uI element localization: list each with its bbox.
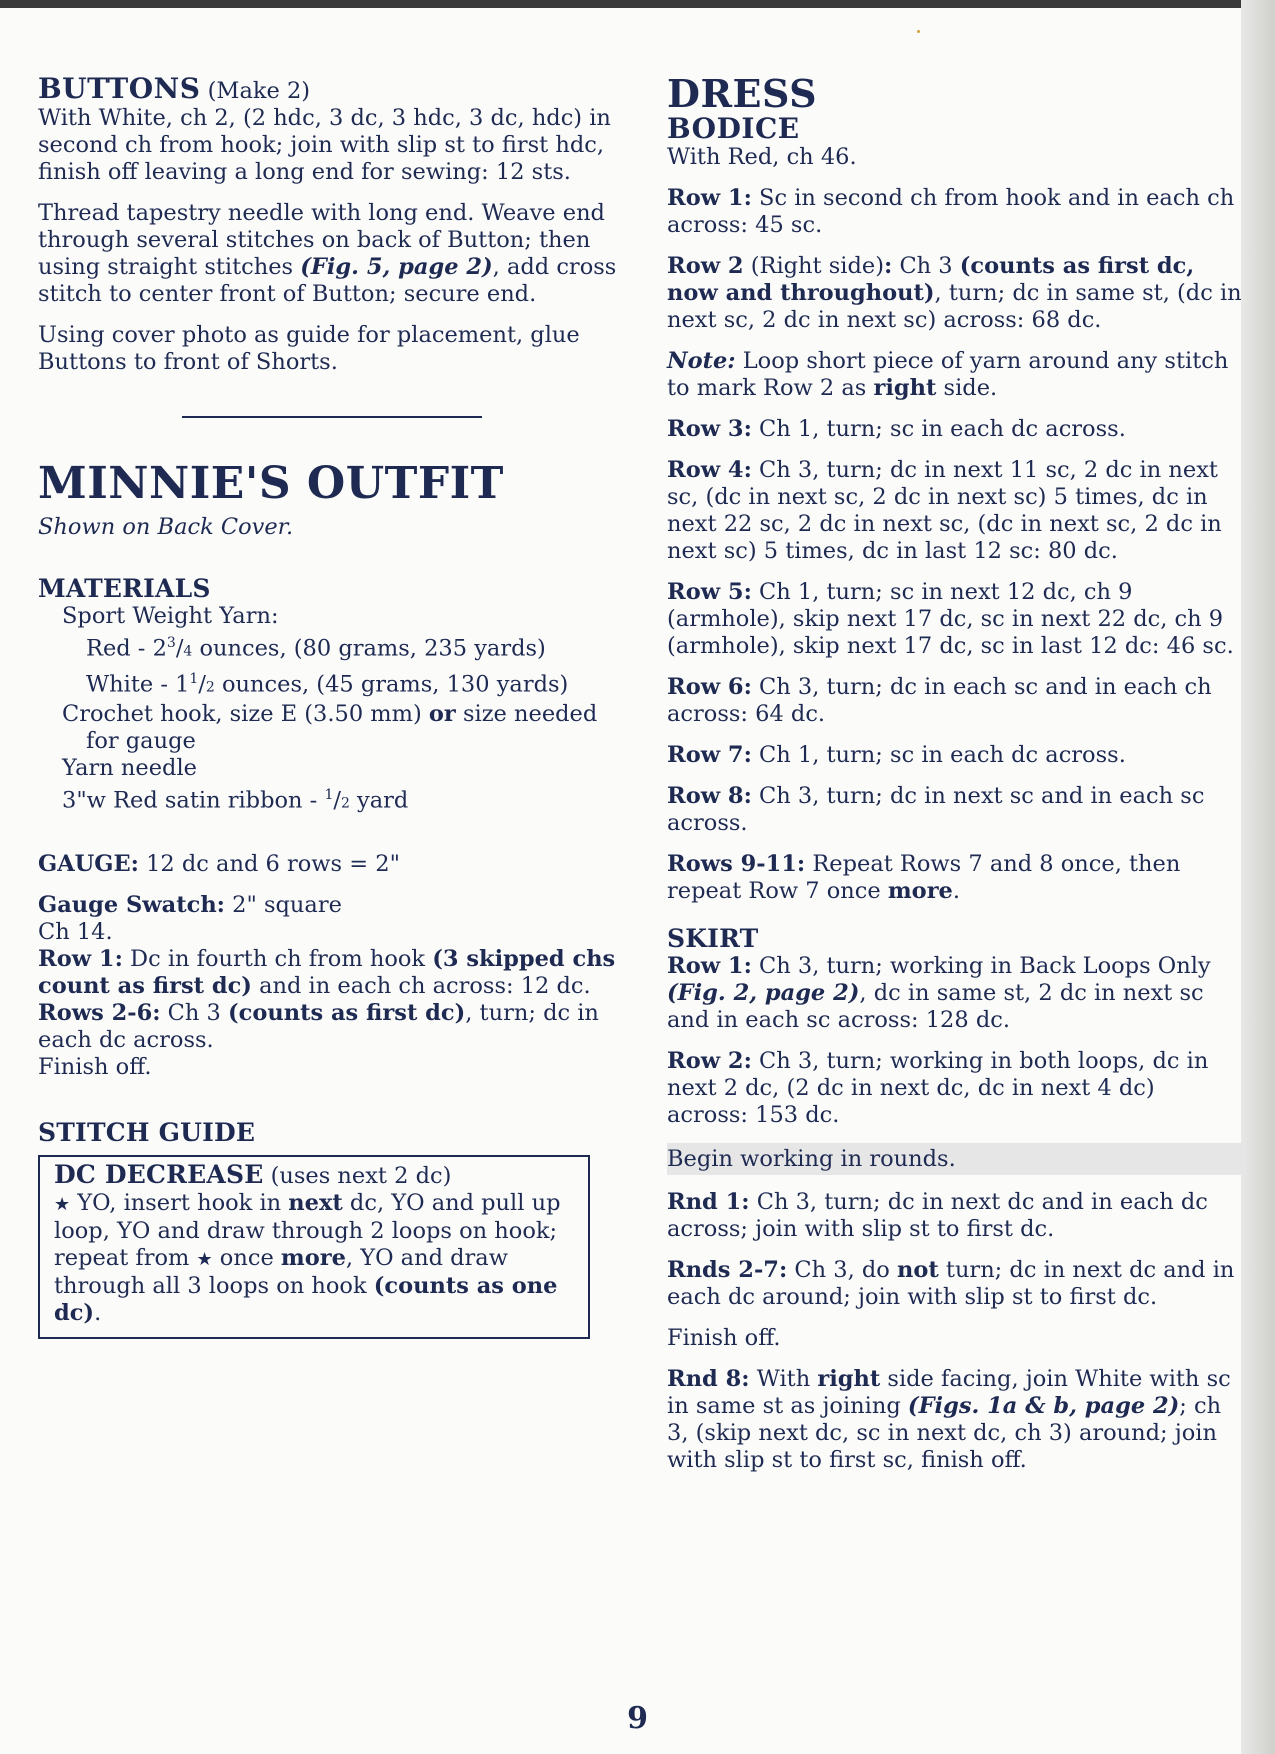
row3-label: Row 3: <box>667 416 752 442</box>
gauge-row1-text-end: and in each ch across: 12 dc. <box>251 972 591 999</box>
ink-speck <box>917 30 920 33</box>
materials-red <box>38 630 618 666</box>
rnd1-text: Ch 3, turn; dc in next dc and in each dc across; join with slip st to first dc. <box>667 1189 1208 1242</box>
rnd8-label: Rnd 8: <box>667 1366 750 1392</box>
stitch-guide-box <box>38 1155 590 1339</box>
left-column <box>38 74 618 1339</box>
ribbon-amount: yard <box>349 787 409 814</box>
buttons-note: (Make 2) <box>207 78 311 104</box>
red-frac-den: 4 <box>183 643 193 660</box>
gauge-finish: Finish off. <box>38 1053 152 1080</box>
row2-bold: (counts as first dc, now and throughout) <box>667 253 1195 306</box>
materials-needle: Yarn needle <box>62 755 197 781</box>
skirt-rnds-2-7 <box>667 1257 1242 1311</box>
row7-text: Ch 1, turn; sc in each dc across. <box>751 742 1126 768</box>
gauge-rows26-text-end: , turn; dc in each dc across. <box>38 999 599 1053</box>
row1-text: Sc in second ch from hook and in each ch across: 45 sc. <box>667 185 1235 238</box>
white-frac-slash: / <box>198 671 206 697</box>
gauge-row1-text: Dc in fourth ch from hook <box>122 945 433 972</box>
gauge-rows26-text: Ch 3 <box>160 999 229 1026</box>
row6-text: Ch 3, turn; dc in each sc and in each ch across: 64 dc. <box>667 674 1212 727</box>
note-bold: right <box>873 375 937 401</box>
rnd8-right: right <box>817 1366 881 1392</box>
rnd8-text-mid: side facing, join White with sc in same st as joining <box>667 1366 1231 1419</box>
skirt-row2-text: Ch 3, turn; working in both loops, dc in next 2 dc, (2 dc in next dc, dc in next 4 dc) across: 153 dc. <box>667 1048 1209 1128</box>
rnd8-text: With <box>749 1366 818 1392</box>
dc-decrease-title-line <box>54 1161 576 1190</box>
star-icon: ★ <box>196 1248 213 1270</box>
swatch-label: Gauge Swatch: <box>38 891 225 918</box>
buttons-heading: BUTTONS <box>38 72 201 105</box>
hook-text: Crochet hook, size E (3.50 mm) <box>62 701 429 727</box>
gauge-text: 12 dc and 6 rows = 2" <box>138 850 400 877</box>
red-frac-num: 3 <box>166 635 176 651</box>
buttons-paragraph-1: With White, ch 2, (2 hdc, 3 dc, 3 hdc, 3 dc, hdc) in second ch from hook; join with slip st to first hdc, finish off leaving a long end for sewing: 12 sts. <box>38 105 611 185</box>
buttons-p2-text: Thread tapestry needle with long end. Weave end through several stitches on back of Button; then using straight stitches <box>38 200 605 280</box>
skirt-row-2 <box>667 1048 1242 1129</box>
dc-decrease-title: DC DECREASE <box>54 1159 264 1189</box>
row2-colon: : <box>883 253 893 279</box>
dc-text-1: YO, insert hook in <box>70 1189 289 1216</box>
row2-side: (Right side) <box>743 253 884 279</box>
rows911-text: Repeat Rows 7 and 8 once, then repeat Row 7 once <box>667 851 1181 904</box>
bodice-row-7 <box>667 742 1242 769</box>
rounds-note: Begin working in rounds. <box>667 1143 1246 1175</box>
materials-heading: MATERIALS <box>38 574 211 603</box>
bodice-note <box>667 348 1242 402</box>
buttons-p2-text-end: , add cross stitch to center front of Button; secure end. <box>38 254 617 307</box>
note-label: Note: <box>667 348 736 374</box>
skirt-finish: Finish off. <box>667 1325 781 1351</box>
bodice-row-2 <box>667 253 1242 334</box>
dc-text-3: once <box>212 1244 281 1271</box>
rnd1-label: Rnd 1: <box>667 1189 750 1215</box>
skirt-rnd-8 <box>667 1366 1242 1474</box>
bodice-start: With Red, ch 46. <box>667 144 857 170</box>
row2-text-end: , turn; dc in same st, (dc in next sc, 2 dc in next sc) across: 68 dc. <box>667 280 1242 333</box>
rows911-text-end: . <box>952 878 961 904</box>
gauge-label: GAUGE: <box>38 850 139 877</box>
page-edge-shadow <box>1241 0 1275 1754</box>
materials-white <box>38 666 618 702</box>
buttons-heading-line <box>38 74 618 105</box>
rnd8-text-end: ; ch 3, (skip next dc, sc in next dc, ch 3) around; join with slip st to first sc, finish off. <box>667 1393 1222 1473</box>
bodice-row-8 <box>667 783 1242 837</box>
bodice-rows-9-11 <box>667 851 1242 905</box>
white-label: White - 1 <box>86 671 190 697</box>
buttons-paragraph-3: Using cover photo as guide for placement, glue Buttons to front of Shorts. <box>38 322 580 375</box>
bodice-heading: BODICE <box>667 112 800 145</box>
materials-hook <box>38 701 618 728</box>
hook-or: or <box>428 701 456 727</box>
row5-text: Ch 1, turn; sc in next 12 dc, ch 9 (armhole), skip next 17 dc, sc in next 22 dc, ch 9 (armhole), skip next 17 dc, sc in last 12 dc: 46 sc. <box>667 579 1234 659</box>
note-text-end: side. <box>936 375 998 401</box>
red-frac-slash: / <box>175 635 184 662</box>
skirt-rnd-1 <box>667 1189 1242 1243</box>
gauge-rows-2-6 <box>38 1000 618 1054</box>
skirt-row1-text-end: , dc in same st, 2 dc in next sc and in each sc across: 128 dc. <box>667 980 1204 1033</box>
bodice-row-4 <box>667 457 1242 565</box>
dc-text-2: dc, YO and pull up loop, YO and draw through 2 loops on hook; repeat from <box>54 1189 561 1271</box>
rnd27-text-end: turn; dc in next dc and in each dc around; join with slip st to first dc. <box>667 1257 1235 1310</box>
ribbon-text: 3"w Red satin ribbon - <box>62 787 325 814</box>
skirt-row1-fig: (Fig. 2, page 2) <box>667 980 860 1006</box>
row5-label: Row 5: <box>667 579 752 605</box>
white-amount: ounces, (45 grams, 130 yards) <box>214 671 569 697</box>
skirt-row-1 <box>667 953 1242 1034</box>
right-column <box>667 71 1242 1488</box>
dc-text-next: next <box>288 1189 343 1216</box>
row2-text: Ch 3 <box>892 253 960 279</box>
gauge-row1-bold: (3 skipped chs count as first dc) <box>38 945 616 999</box>
dc-decrease-text <box>54 1190 576 1327</box>
bodice-row-5 <box>667 579 1242 660</box>
row3-text: Ch 1, turn; sc in each dc across. <box>751 416 1126 442</box>
row8-text: Ch 3, turn; dc in next sc and in each sc across. <box>667 783 1205 836</box>
page-number: 9 <box>627 1701 648 1736</box>
rnd27-not: not <box>896 1257 939 1283</box>
white-frac-den: 2 <box>205 679 215 695</box>
outfit-subtitle: Shown on Back Cover. <box>38 514 294 540</box>
gauge-row-1 <box>38 946 618 1000</box>
red-label: Red - 2 <box>86 635 167 662</box>
outfit-title: MINNIE'S OUTFIT <box>38 458 504 509</box>
skirt-row1-text: Ch 3, turn; working in Back Loops Only <box>751 953 1211 979</box>
dress-heading: DRESS <box>667 71 818 116</box>
dc-decrease-note: (uses next 2 dc) <box>263 1162 452 1189</box>
ribbon-frac-slash: / <box>333 787 341 814</box>
stitch-guide-heading: STITCH GUIDE <box>38 1117 256 1147</box>
bodice-row-3 <box>667 416 1242 443</box>
materials-ribbon <box>38 782 618 818</box>
row6-label: Row 6: <box>667 674 752 700</box>
row8-label: Row 8: <box>667 783 752 809</box>
bodice-row-6 <box>667 674 1242 728</box>
row4-text: Ch 3, turn; dc in next 11 sc, 2 dc in next sc, (dc in next sc, 2 dc in next sc) 5 times, dc in next 22 sc, 2 dc in next sc, (dc in next sc, 2 dc in next sc) 5 times, dc in last 12 sc: 80 dc. <box>667 457 1222 564</box>
materials-hook-gauge: for gauge <box>86 728 196 754</box>
gauge-rows26-bold: (counts as first dc) <box>228 999 466 1026</box>
dc-text-5: . <box>94 1299 102 1326</box>
dc-text-4: , YO and draw through all 3 loops on hook <box>54 1244 508 1299</box>
dc-text-more: more <box>280 1244 346 1271</box>
ribbon-frac-num: 1 <box>324 787 334 803</box>
rnd27-text: Ch 3, do <box>787 1257 897 1283</box>
row2-label: Row 2 <box>667 253 744 279</box>
skirt-row1-label: Row 1: <box>667 953 752 979</box>
ribbon-frac-den: 2 <box>340 795 350 812</box>
star-icon: ★ <box>54 1193 71 1215</box>
red-amount: ounces, (80 grams, 235 yards) <box>192 635 546 662</box>
rows911-bold: more <box>887 878 953 904</box>
rnd8-fig: (Figs. 1a & b, page 2) <box>907 1393 1180 1419</box>
row7-label: Row 7: <box>667 742 752 768</box>
top-border <box>0 0 1275 8</box>
skirt-heading: SKIRT <box>667 924 759 953</box>
gauge-row1-label: Row 1: <box>38 945 123 972</box>
buttons-paragraph-2 <box>38 200 618 308</box>
rows911-label: Rows 9-11: <box>667 851 806 877</box>
buttons-fig-ref: (Fig. 5, page 2) <box>300 254 493 280</box>
note-text: Loop short piece of yarn around any stitch to mark Row 2 as <box>667 348 1229 401</box>
gauge-rows26-label: Rows 2-6: <box>38 999 161 1026</box>
section-divider <box>182 416 482 418</box>
hook-text-end: size needed <box>455 701 598 727</box>
rnd27-label: Rnds 2-7: <box>667 1257 788 1283</box>
white-frac-num: 1 <box>189 670 199 687</box>
row1-label: Row 1: <box>667 185 752 211</box>
swatch-text: 2" square <box>225 891 342 918</box>
materials-yarn: Sport Weight Yarn: <box>62 603 279 629</box>
bodice-row-1 <box>667 185 1242 239</box>
skirt-row2-label: Row 2: <box>667 1048 752 1074</box>
row4-label: Row 4: <box>667 457 752 483</box>
gauge-swatch <box>38 892 618 919</box>
gauge-line <box>38 851 618 878</box>
gauge-chain: Ch 14. <box>38 918 113 945</box>
dc-text-counts: (counts as one dc) <box>54 1272 558 1326</box>
